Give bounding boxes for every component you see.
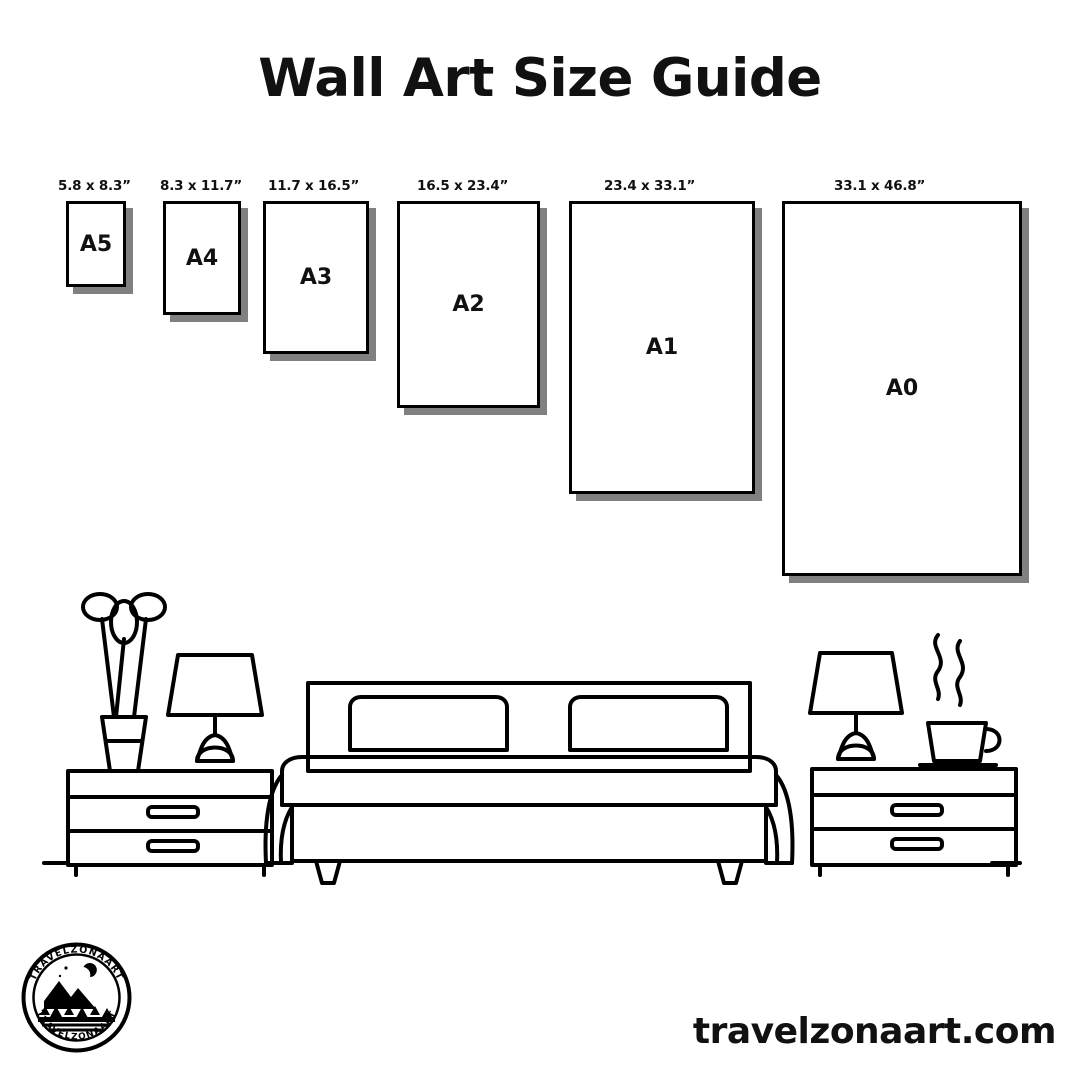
frame-label-a5: A5 [79, 231, 113, 257]
page-title: Wall Art Size Guide [258, 48, 822, 109]
size-dims-a2: 16.5 x 23.4” [417, 178, 509, 194]
plant-icon [83, 594, 165, 771]
frame-a4 [163, 201, 241, 315]
size-dims-a5: 5.8 x 8.3” [58, 178, 131, 194]
size-dims-a4: 8.3 x 11.7” [160, 178, 243, 194]
frame-label-a2: A2 [452, 292, 485, 317]
size-dims-a1: 23.4 x 33.1” [604, 178, 696, 194]
frame-a2 [397, 201, 540, 408]
svg-text:TRAVELZONAART: TRAVELZONAART [33, 1009, 120, 1043]
lamp-right-icon [810, 653, 902, 759]
bedroom-svg [30, 575, 1050, 905]
frame-label-a1: A1 [645, 335, 679, 360]
frame-a0 [782, 201, 1022, 576]
frame-label-a4: A4 [185, 245, 219, 271]
svg-text:TRAVELZONAART: TRAVELZONAART [27, 944, 126, 983]
size-dims-a0: 33.1 x 46.8” [834, 178, 926, 194]
bedroom-illustration [30, 575, 1050, 905]
frame-label-a3: A3 [299, 265, 333, 290]
nightstand-left [68, 771, 272, 875]
brand-logo-svg [14, 935, 139, 1060]
bed [266, 683, 793, 883]
site-url[interactable]: travelzonaart.com [692, 1011, 1056, 1052]
size-dims-a3: 11.7 x 16.5” [268, 178, 360, 194]
size-chart [0, 160, 1080, 590]
lamp-left-icon [168, 655, 262, 761]
brand-logo [14, 935, 139, 1060]
frame-a1 [569, 201, 755, 494]
frame-label-a0: A0 [885, 376, 919, 401]
coffee-cup-icon [920, 635, 1000, 765]
frame-a5 [66, 201, 126, 287]
frame-a3 [263, 201, 369, 354]
nightstand-right [812, 769, 1016, 875]
